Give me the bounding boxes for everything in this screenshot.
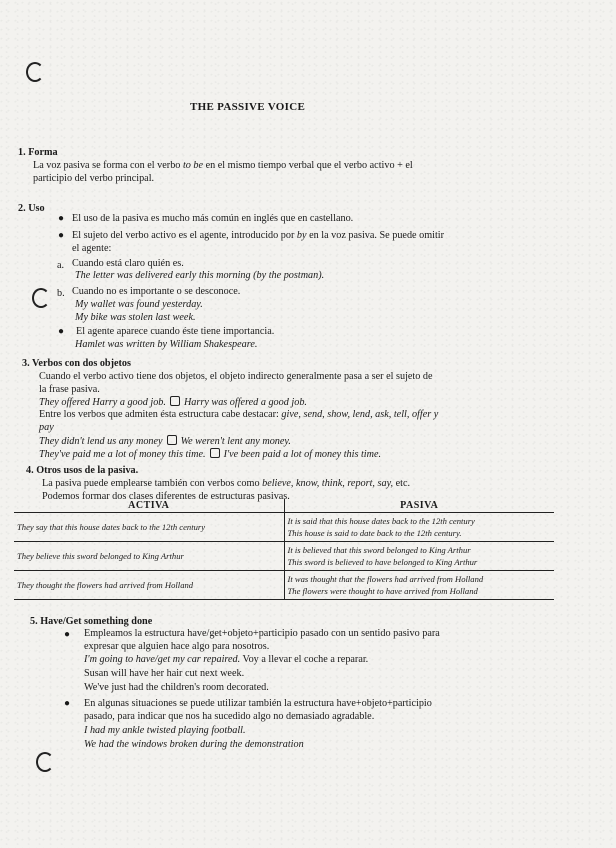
bullet-icon: ● bbox=[58, 213, 65, 224]
section-5-example-1: I'm going to have/get my car repaired. Voy a llevar el coche a reparar. bbox=[84, 654, 369, 665]
item-b-example-2: My bike was stolen last week. bbox=[75, 312, 196, 323]
column-header-activa: ACTIVA bbox=[14, 499, 284, 513]
section-5-heading: 5. Have/Get something done bbox=[30, 616, 153, 627]
punch-hole-bottom bbox=[36, 752, 54, 772]
pasiva-cell: It is said that this house dates back to the 12th century This house is said to date back to the 12th century. bbox=[284, 513, 554, 542]
section-4-line-1: La pasiva puede emplearse también con verbos como believe, know, think, report, say, etc. bbox=[42, 478, 411, 489]
section-4-line-2: Podemos formar dos clases diferentes de estructuras pasivas. bbox=[42, 491, 290, 502]
uso-bullet-1: El uso de la pasiva es mucho más común en inglés que en castellano. bbox=[72, 213, 354, 224]
uso-bullet-3: El agente aparece cuando éste tiene importancia. bbox=[76, 326, 275, 337]
activa-cell: They believe this sword belonged to King Arthur bbox=[14, 542, 284, 571]
item-b-text: Cuando no es importante o se desconoce. bbox=[72, 286, 241, 297]
bullet-icon: ● bbox=[58, 326, 65, 337]
passive-structures-table bbox=[14, 499, 554, 600]
pasiva-cell: It is believed that this sword belonged to King Arthur This sword is believed to have belonged to King Arthur bbox=[284, 542, 554, 571]
section-1-line-1: La voz pasiva se forma con el verbo to be en el mismo tiempo verbal que el verbo activo + el bbox=[33, 160, 413, 171]
uso-bullet-2: El sujeto del verbo activo es el agente, introducido por by en la voz pasiva. Se puede omitir bbox=[72, 230, 445, 241]
section-3-example-3: They've paid me a lot of money this time. I've been paid a lot of money this time. bbox=[39, 449, 382, 460]
item-b-example-1: My wallet was found yesterday. bbox=[75, 299, 203, 310]
section-3-line-3: Entre los verbos que admiten ésta estructura cabe destacar: give, send, show, lend, ask, tell, offer y bbox=[39, 409, 439, 420]
bullet-icon: ● bbox=[58, 230, 65, 241]
section-3-example-1: They offered Harry a good job. Harry was offered a good job. bbox=[39, 397, 307, 408]
section-1-heading: 1. Forma bbox=[18, 147, 58, 158]
section-5-example-2: Susan will have her hair cut next week. bbox=[84, 668, 245, 679]
table-row bbox=[14, 571, 554, 600]
section-5-example-3: We've just had the children's room decorated. bbox=[84, 682, 269, 693]
item-a-example: The letter was delivered early this morning (by the postman). bbox=[75, 270, 325, 281]
section-1-line-2: participio del verbo principal. bbox=[33, 173, 155, 184]
column-header-pasiva: PASIVA bbox=[284, 499, 554, 513]
section-3-heading: 3. Verbos con dos objetos bbox=[22, 358, 131, 369]
section-3-line-2: la frase pasiva. bbox=[39, 384, 100, 395]
arrow-box-icon bbox=[167, 435, 177, 445]
section-3-line-4: pay bbox=[39, 422, 54, 433]
table-row bbox=[14, 542, 554, 571]
item-b-label: b. bbox=[57, 288, 65, 299]
punch-hole-middle bbox=[32, 288, 50, 308]
section-5-bullet-2: En algunas situaciones se puede utilizar también la estructura have+objeto+participio bbox=[84, 698, 432, 709]
section-5-example-5: We had the windows broken during the demonstration bbox=[84, 739, 304, 750]
section-5-bullet-1-cont: expresar que alguien hace algo para nosotros. bbox=[84, 641, 270, 652]
section-5-bullet-2-cont: pasado, para indicar que nos ha sucedido algo no demasiado agradable. bbox=[84, 711, 375, 722]
page-title: THE PASSIVE VOICE bbox=[190, 101, 306, 113]
section-5-example-4: I had my ankle twisted playing football. bbox=[84, 725, 246, 736]
arrow-box-icon bbox=[170, 396, 180, 406]
bullet-icon: ● bbox=[64, 629, 71, 640]
section-3-line-1: Cuando el verbo activo tiene dos objetos, el objeto indirecto generalmente pasa a ser el sujeto de bbox=[39, 371, 433, 382]
uso-bullet-3-example: Hamlet was written by William Shakespeare. bbox=[75, 339, 258, 350]
activa-cell: They thought the flowers had arrived from Holland bbox=[14, 571, 284, 600]
table-row bbox=[14, 513, 554, 542]
pasiva-cell: It was thought that the flowers had arrived from Holland The flowers were thought to have arrived from Holland bbox=[284, 571, 554, 600]
section-5-bullet-1: Empleamos la estructura have/get+objeto+participio pasado con un sentido pasivo para bbox=[84, 628, 440, 639]
arrow-box-icon bbox=[210, 448, 220, 458]
section-2-heading: 2. Uso bbox=[18, 203, 45, 214]
item-a-label: a. bbox=[57, 260, 65, 271]
punch-hole-top bbox=[26, 62, 44, 82]
activa-cell: They say that this house dates back to the 12th century bbox=[14, 513, 284, 542]
uso-bullet-2-cont: el agente: bbox=[72, 243, 112, 254]
item-a-text: Cuando está claro quién es. bbox=[72, 258, 184, 269]
section-3-example-2: They didn't lend us any money We weren't lent any money. bbox=[39, 436, 291, 447]
section-4-heading: 4. Otros usos de la pasiva. bbox=[26, 465, 139, 476]
bullet-icon: ● bbox=[64, 698, 71, 709]
